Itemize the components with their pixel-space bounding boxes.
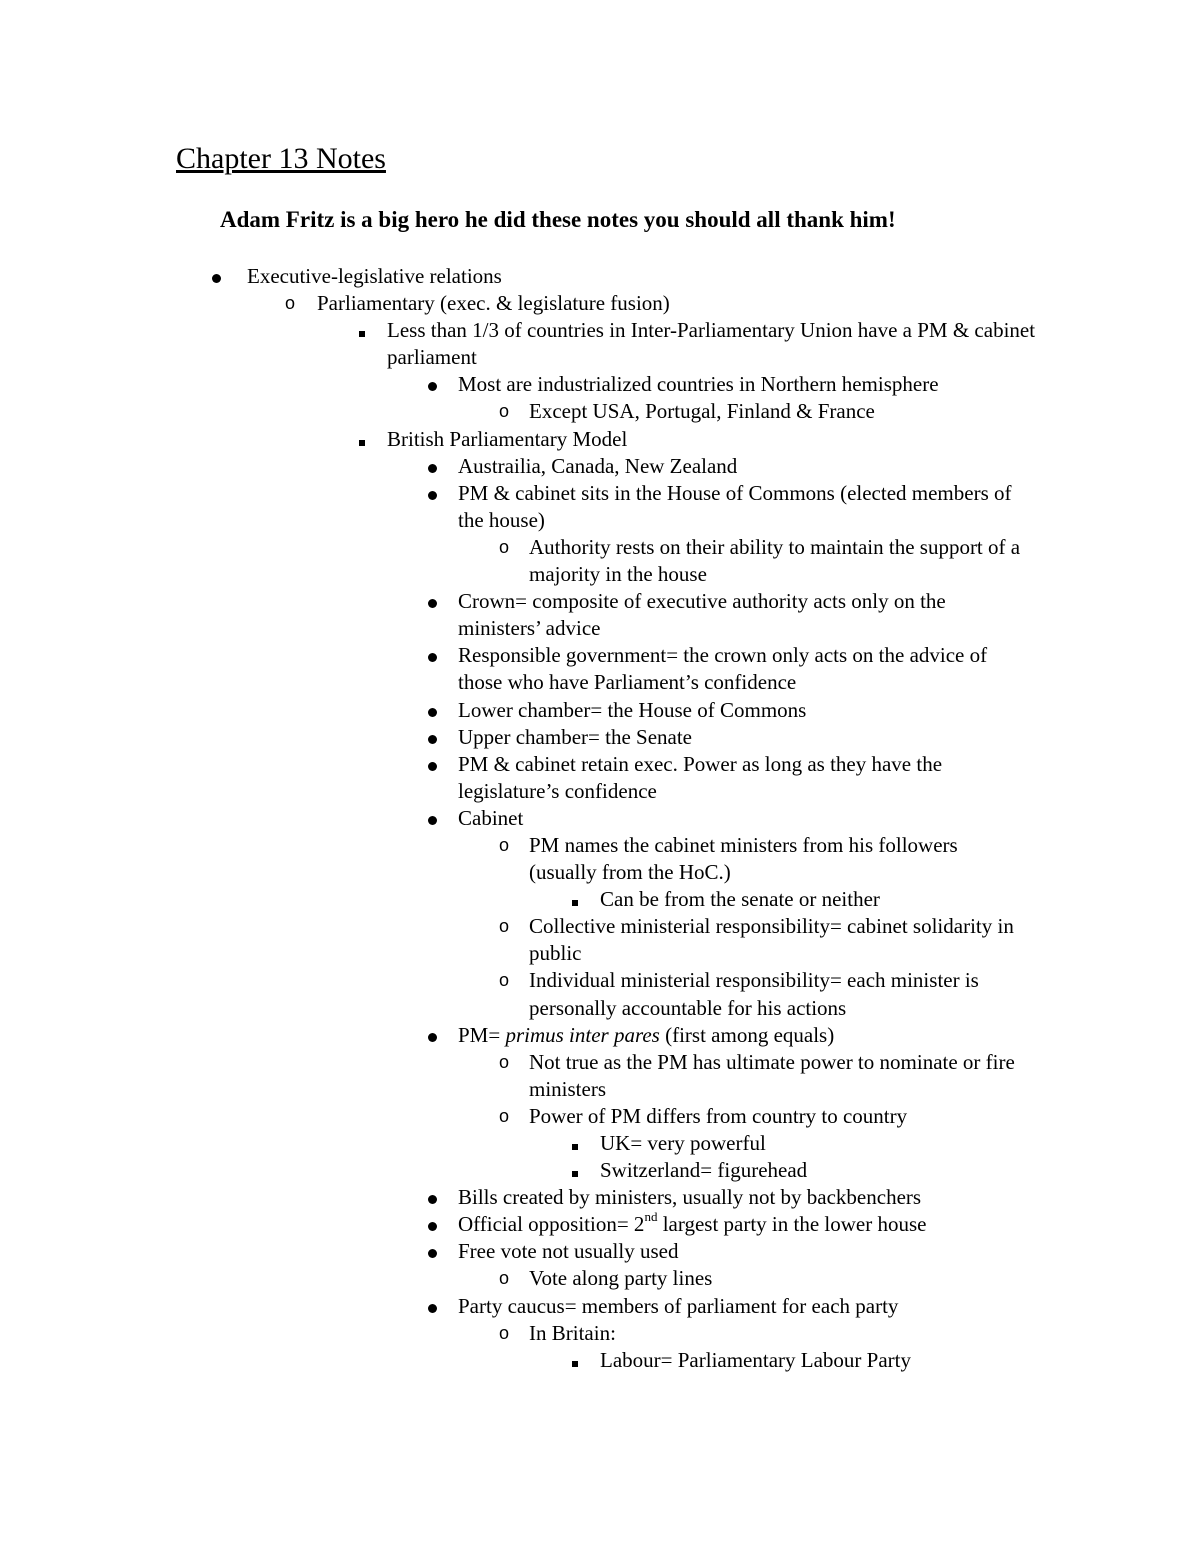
outline-item-text: Can be from the senate or neither [600,887,880,912]
outline-item-text: PM & cabinet sits in the House of Commons (elected members of the house) [458,480,1012,532]
outline-item [0,398,1200,425]
outline-item [0,1320,1200,1347]
outline-item-text: Vote along party lines [529,1266,713,1291]
outline-item [0,832,1200,886]
outline-item [0,642,1200,696]
square-bullet-icon [565,1130,585,1157]
outline-item-text: British Parliamentary Model [387,426,628,451]
circle-bullet-icon: o [498,1105,509,1126]
square-bullet-icon [352,317,372,344]
outline-item [0,1157,1200,1184]
outline-item-text: Responsible government= the crown only acts on the advice of those who have Parliament’s confidence [458,643,988,695]
disc-bullet-icon [422,697,442,724]
disc-bullet-icon [422,1293,442,1320]
outline-item-text: Power of PM differs from country to country [529,1103,908,1128]
square-bullet-icon [565,886,585,913]
outline-item [0,426,1200,453]
outline-item-text: Labour= Parliamentary Labour Party [600,1347,911,1372]
outline-item [0,453,1200,480]
outline-item-text: Austrailia, Canada, New Zealand [458,453,738,478]
italic-text: primus inter pares [505,1022,660,1047]
outline-item-text: In Britain: [529,1320,616,1345]
outline-item-text [458,1211,1028,1238]
disc-bullet-icon [422,1022,442,1049]
outline-item [0,1211,1200,1238]
outline-item [0,1265,1200,1292]
outline-item-text: PM & cabinet retain exec. Power as long as they have the legislature’s confidence [458,751,943,803]
outline-item [0,1022,1200,1049]
outline-item [0,1293,1200,1320]
outline-item [0,1238,1200,1265]
outline-item-text: Authority rests on their ability to maintain the support of a majority in the house [529,534,1021,587]
circle-bullet-icon: o [498,1268,509,1289]
outline-item-text: UK= very powerful [600,1131,766,1155]
outline-item-text: Except USA, Portugal, Finland & France [529,399,875,424]
disc-bullet-icon [422,642,442,669]
page-title: Chapter 13 Notes [176,142,386,175]
circle-bullet-icon: o [498,1051,509,1072]
outline-item-text: Individual ministerial responsibility= each minister is personally accountable for his actions [529,968,979,1020]
circle-bullet-icon: o [498,1322,509,1343]
disc-bullet-icon [206,263,226,290]
disc-bullet-icon [422,588,442,615]
outline-item-text: Free vote not usually used [458,1239,679,1264]
outline-item-text: Collective ministerial responsibility= cabinet solidarity in public [529,914,1014,966]
outline-item-text: Less than 1/3 of countries in Inter-Parliamentary Union have a PM & cabinet parliament [387,318,1036,370]
outline-item [0,1049,1200,1103]
circle-bullet-icon: o [498,834,509,855]
outline-item-text: Lower chamber= the House of Commons [458,697,807,722]
notes-outline [0,263,1200,1374]
outline-item [0,317,1200,371]
disc-bullet-icon [422,751,442,778]
outline-item-text: PM names the cabinet ministers from his followers (usually from the HoC.) [529,832,958,885]
square-bullet-icon [352,426,372,453]
outline-item [0,588,1200,642]
outline-item [0,1130,1200,1157]
outline-item-text [458,1022,1028,1049]
outline-item [0,534,1200,588]
circle-bullet-icon: o [498,401,509,422]
circle-bullet-icon: o [498,536,509,557]
outline-item [0,913,1200,967]
text-segment: largest party in the lower house [657,1212,927,1237]
outline-item-text: Parliamentary (exec. & legislature fusion) [317,291,670,316]
outline-item [0,886,1200,913]
outline-item [0,290,1200,317]
outline-item [0,967,1200,1021]
disc-bullet-icon [422,805,442,832]
outline-item-text: Executive-legislative relations [247,264,502,288]
outline-item-text: Not true as the PM has ultimate power to nominate or fire ministers [529,1049,1015,1101]
outline-item-text: Party caucus= members of parliament for each party [458,1293,899,1318]
outline-item-text: Cabinet [458,805,524,830]
circle-bullet-icon: o [498,970,509,991]
disc-bullet-icon [422,371,442,398]
outline-item [0,751,1200,805]
outline-item-text: Switzerland= figurehead [600,1158,808,1183]
square-bullet-icon [565,1347,585,1374]
outline-item [0,724,1200,751]
outline-item [0,697,1200,724]
disc-bullet-icon [422,1238,442,1265]
outline-item [0,263,1200,290]
outline-item-text: Bills created by ministers, usually not by backbenchers [458,1185,922,1210]
text-segment: (first among equals) [659,1022,835,1047]
author-credit: Adam Fritz is a big hero he did these notes you should all thank him! [220,207,896,232]
outline-item [0,1347,1200,1374]
disc-bullet-icon [422,453,442,480]
disc-bullet-icon [422,724,442,751]
text-segment: PM= [458,1022,506,1047]
disc-bullet-icon [422,1211,442,1238]
outline-item [0,1184,1200,1211]
disc-bullet-icon [422,480,442,507]
outline-item [0,805,1200,832]
outline-item-text: Most are industrialized countries in Northern hemisphere [458,372,939,397]
text-segment: Official opposition= 2 [458,1212,645,1237]
outline-item [0,371,1200,398]
outline-item [0,480,1200,534]
circle-bullet-icon: o [284,293,295,314]
superscript-text: nd [644,1209,658,1225]
disc-bullet-icon [422,1184,442,1211]
outline-item-text: Upper chamber= the Senate [458,724,692,749]
outline-item [0,1103,1200,1130]
outline-item-text: Crown= composite of executive authority acts only on the ministers’ advice [458,589,946,641]
square-bullet-icon [565,1157,585,1184]
circle-bullet-icon: o [498,916,509,937]
